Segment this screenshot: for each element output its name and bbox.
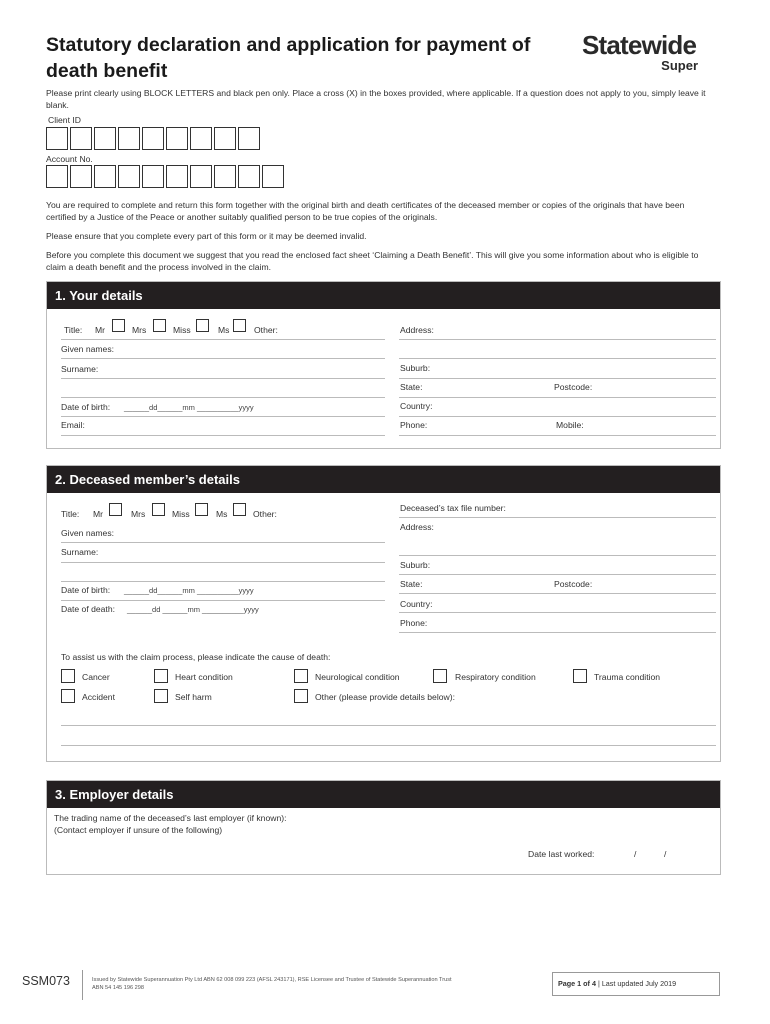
tax-file-number-line[interactable] xyxy=(399,517,716,518)
logo-main-text: Statewide xyxy=(582,30,697,60)
section-your-details xyxy=(46,281,721,449)
account-no-label: Account No. xyxy=(46,154,93,164)
deceased-title-other-label: Other: xyxy=(253,509,277,519)
cause-heart-label: Heart condition xyxy=(175,672,233,682)
date-separator: / xyxy=(634,849,637,859)
cause-neurological-label: Neurological condition xyxy=(315,672,400,682)
title-label: Title: xyxy=(64,325,83,335)
date-last-worked-label: Date last worked: xyxy=(528,849,595,859)
date-last-worked-field[interactable] xyxy=(607,843,707,861)
deceased-title-miss-label: Miss xyxy=(172,509,190,519)
section-deceased-details xyxy=(46,465,721,762)
employer-trading-name-label: The trading name of the deceased’s last employer (if known): xyxy=(54,813,287,823)
deceased-country-label: Country: xyxy=(400,599,433,609)
state-label: State: xyxy=(400,382,423,392)
account-no-box[interactable] xyxy=(214,165,236,188)
client-id-box[interactable] xyxy=(166,127,188,150)
client-id-boxes xyxy=(46,127,262,151)
phone-line[interactable] xyxy=(399,435,716,436)
tax-file-number-label: Deceased’s tax file number: xyxy=(400,503,506,513)
account-no-box[interactable] xyxy=(70,165,92,188)
issuer-text xyxy=(92,977,512,992)
deceased-surname-line[interactable] xyxy=(61,581,385,582)
logo-sub-text: Super xyxy=(661,58,698,73)
cause-trauma-checkbox[interactable] xyxy=(573,669,587,683)
account-no-box[interactable] xyxy=(166,165,188,188)
suburb-line[interactable] xyxy=(399,378,716,379)
client-id-box[interactable] xyxy=(46,127,68,150)
title-mr-label: Mr xyxy=(95,325,106,335)
surname-label: Surname: xyxy=(61,364,99,374)
footer-divider xyxy=(82,970,83,1000)
date-of-death-label: Date of death: xyxy=(61,604,115,614)
deceased-phone-label: Phone: xyxy=(400,618,428,628)
country-label: Country: xyxy=(400,401,433,411)
intro-paragraph-complete: Please ensure that you complete every part of this form or it may be deemed invalid. xyxy=(46,231,367,241)
account-no-box[interactable] xyxy=(238,165,260,188)
cause-details-line[interactable] xyxy=(61,725,716,726)
section-1-heading: 1. Your details xyxy=(47,282,720,309)
deceased-dob-field[interactable]: ______dd______mm __________yyyy xyxy=(124,586,254,595)
postcode-label: Postcode: xyxy=(554,382,593,392)
cause-cancer-label: Cancer xyxy=(82,672,110,682)
deceased-title-mrs-checkbox[interactable] xyxy=(152,503,165,516)
title-other-label: Other: xyxy=(254,325,278,335)
page-number: Page 1 of 4 xyxy=(558,979,596,988)
page-title: Statutory declaration and application for payment of death benefit xyxy=(46,34,531,82)
deceased-dob-label: Date of birth: xyxy=(61,585,111,595)
deceased-title-miss-checkbox[interactable] xyxy=(195,503,208,516)
given-names-line[interactable] xyxy=(61,358,385,359)
client-id-box[interactable] xyxy=(94,127,116,150)
section-2-heading: 2. Deceased member’s details xyxy=(47,466,720,493)
issuer-line-1: Issued by Statewide Superannuation Pty Ltd ABN 62 008 099 223 (AFSL 243171), RSE Licensee and Trustee of Statewide Superannuation Trust xyxy=(92,977,452,983)
cause-details-line[interactable] xyxy=(61,745,716,746)
deceased-suburb-line[interactable] xyxy=(399,574,716,575)
given-names-label: Given names: xyxy=(61,344,115,354)
cause-other-label: Other (please provide details below): xyxy=(315,692,455,702)
account-no-box[interactable] xyxy=(262,165,284,188)
statewide-super-logo xyxy=(582,30,712,78)
section-employer-details xyxy=(46,780,721,875)
deceased-country-line[interactable] xyxy=(399,612,716,613)
issuer-line-2: ABN 54 145 196 298 xyxy=(92,984,144,991)
title-mrs-label: Mrs xyxy=(132,325,147,335)
address-line[interactable] xyxy=(399,358,716,359)
title-ms-label: Ms xyxy=(218,325,230,335)
last-updated: | Last updated July 2019 xyxy=(595,979,677,988)
cause-neurological-checkbox[interactable] xyxy=(294,669,308,683)
account-no-box[interactable] xyxy=(190,165,212,188)
deceased-title-ms-label: Ms xyxy=(216,509,228,519)
address-label: Address: xyxy=(400,325,434,335)
deceased-suburb-label: Suburb: xyxy=(400,560,431,570)
dob-field[interactable]: ______dd______mm __________yyyy xyxy=(124,403,254,412)
cause-self-harm-label: Self harm xyxy=(175,692,212,702)
client-id-box[interactable] xyxy=(70,127,92,150)
client-id-box[interactable] xyxy=(142,127,164,150)
date-separator: / xyxy=(664,849,667,859)
client-id-box[interactable] xyxy=(238,127,260,150)
title-miss-checkbox[interactable] xyxy=(196,319,209,332)
country-line[interactable] xyxy=(399,416,716,417)
account-no-boxes xyxy=(46,165,286,189)
account-no-box[interactable] xyxy=(94,165,116,188)
title-mrs-checkbox[interactable] xyxy=(153,319,166,332)
mobile-label: Mobile: xyxy=(556,420,584,430)
deceased-state-label: State: xyxy=(400,579,423,589)
cause-heart-checkbox[interactable] xyxy=(154,669,168,683)
deceased-title-mr-checkbox[interactable] xyxy=(109,503,122,516)
cause-other-checkbox[interactable] xyxy=(294,689,308,703)
cause-accident-checkbox[interactable] xyxy=(61,689,75,703)
email-line[interactable] xyxy=(61,435,385,436)
cause-of-death-prompt: To assist us with the claim process, please indicate the cause of death: xyxy=(61,652,331,662)
cause-cancer-checkbox[interactable] xyxy=(61,669,75,683)
intro-paragraph-factsheet: Before you complete this document we suggest that you read the enclosed fact sheet ‘Claiming a Death Benefit’. This will give you some information about who is eligible to claim a death benefit and the process involved in the claim. xyxy=(46,250,699,272)
deceased-title-mr-label: Mr xyxy=(93,509,104,519)
cause-respiratory-checkbox[interactable] xyxy=(433,669,447,683)
account-no-box[interactable] xyxy=(118,165,140,188)
deceased-address-label: Address: xyxy=(400,522,434,532)
dob-label: Date of birth: xyxy=(61,402,111,412)
email-label: Email: xyxy=(61,420,85,430)
deceased-title-mrs-label: Mrs xyxy=(131,509,146,519)
intro-paragraph-certificates: You are required to complete and return this form together with the original birth and death certificates of the deceased member or copies of the originals that have been certified by a Justice of the Peace or another suitably qualified person to be true copies of the originals. xyxy=(46,200,685,222)
client-id-box[interactable] xyxy=(214,127,236,150)
phone-label: Phone: xyxy=(400,420,428,430)
instructions-text: Please print clearly using BLOCK LETTERS and black pen only. Place a cross (X) in the boxes provided, where applicable. If a question does not apply to you, simply leave it blank. xyxy=(46,88,706,110)
employer-contact-note: (Contact employer if unsure of the following) xyxy=(54,825,223,835)
client-id-box[interactable] xyxy=(118,127,140,150)
cause-self-harm-checkbox[interactable] xyxy=(154,689,168,703)
deceased-title-ms-checkbox[interactable] xyxy=(233,503,246,516)
deceased-given-names-line[interactable] xyxy=(61,542,385,543)
account-no-box[interactable] xyxy=(142,165,164,188)
account-no-box[interactable] xyxy=(46,165,68,188)
client-id-label: Client ID xyxy=(48,115,81,125)
cause-accident-label: Accident xyxy=(82,692,115,702)
deceased-surname-label: Surname: xyxy=(61,547,99,557)
deceased-address-line[interactable] xyxy=(399,555,716,556)
title-ms-checkbox[interactable] xyxy=(233,319,246,332)
section-3-heading: 3. Employer details xyxy=(47,781,720,808)
deceased-postcode-label: Postcode: xyxy=(554,579,593,589)
title-mr-checkbox[interactable] xyxy=(112,319,125,332)
client-id-box[interactable] xyxy=(190,127,212,150)
form-code: SSM073 xyxy=(22,974,70,988)
page-info-box xyxy=(552,972,720,996)
deceased-phone-line[interactable] xyxy=(399,632,716,633)
surname-line[interactable] xyxy=(61,378,385,379)
deceased-title-label: Title: xyxy=(61,509,80,519)
cause-respiratory-label: Respiratory condition xyxy=(455,672,536,682)
deceased-given-names-label: Given names: xyxy=(61,528,115,538)
title-miss-label: Miss xyxy=(173,325,191,335)
cause-trauma-label: Trauma condition xyxy=(594,672,661,682)
date-of-death-field[interactable]: ______dd ______mm __________yyyy xyxy=(127,605,259,614)
suburb-label: Suburb: xyxy=(400,363,431,373)
